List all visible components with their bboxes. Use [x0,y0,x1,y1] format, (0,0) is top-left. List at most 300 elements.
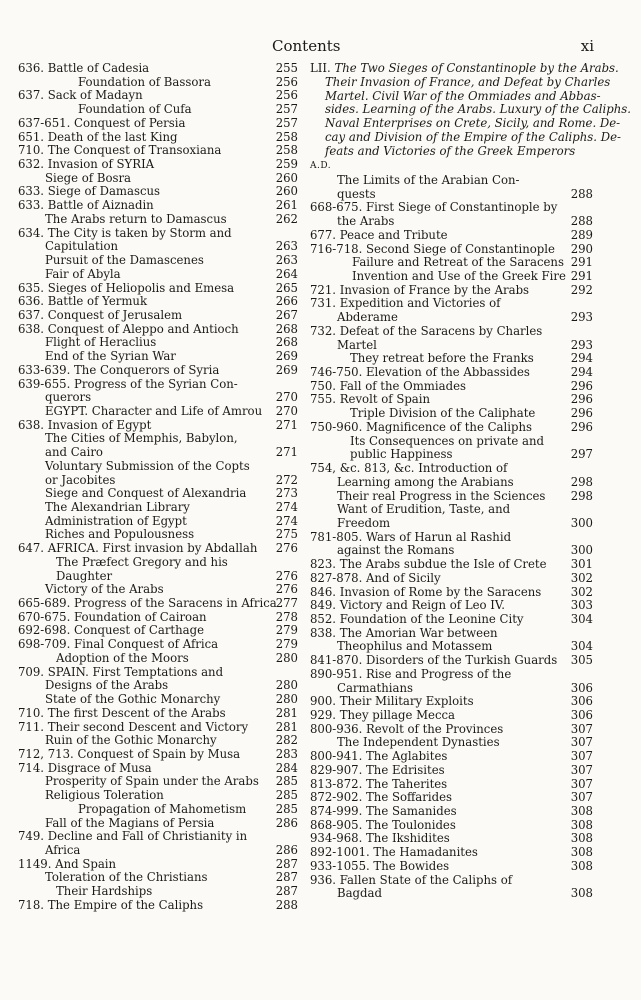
toc-entry-text: 800-936. Revolt of the Provinces [310,721,504,736]
toc-entry [18,734,298,748]
toc-entry-text: Designs of the Arabs [45,678,169,693]
toc-entry-page: 258 [275,143,298,158]
toc-entry-page: 255 [275,61,298,75]
toc-entry-page: 289 [570,227,593,242]
toc-entry [18,282,298,296]
toc-entry-text: 868-905. The Toulonides [310,817,456,832]
toc-entry [310,682,593,696]
toc-entry-page: 302 [570,570,593,585]
toc-entry-text: Failure and Retreat of the Saracens [352,255,564,270]
toc-entry-page: 302 [570,584,593,599]
toc-entry-text: 634. The City is taken by Storm and [18,225,232,240]
toc-entry-page: 280 [275,692,298,707]
toc-entry-page: 296 [570,406,593,421]
toc-entry [18,199,298,213]
toc-entry [18,103,298,117]
toc-entry [310,668,593,682]
toc-entry-text: 754, &c. 813, &c. Introduction of [310,461,508,476]
toc-entry [18,871,298,885]
toc-entry [18,432,298,446]
chapter-heading-text: cay and Division of the Empire of the Caliphs. De- [325,129,621,144]
toc-entry-page: 288 [570,214,593,229]
toc-entry-text: Victory of the Arabs [45,582,164,597]
toc-entry-page: 259 [275,157,298,172]
toc-entry-page: 308 [570,858,593,873]
toc-entry-text: Learning among the Arabians [337,474,514,489]
toc-entry-text: Religious Toleration [45,788,164,803]
toc-entry-page: 260 [275,170,298,185]
toc-entry-text: Their real Progress in the Sciences [337,488,546,503]
toc-entry-text: 838. The Amorian War between [310,625,498,640]
toc-entry-page: 270 [275,390,298,405]
toc-entry-page: 307 [570,776,593,791]
toc-entry-text: Theophilus and Motassem [337,639,493,654]
toc-entry [18,474,298,488]
toc-entry [310,586,593,600]
toc-entry-text: 633. Battle of Aiznadin [18,198,154,213]
toc-entry [310,544,593,558]
toc-entry-text: 698-709. Final Conquest of Africa [18,637,219,652]
toc-entry-page: 285 [275,801,298,816]
toc-entry-page: 286 [275,842,298,857]
toc-entry-text: 677. Peace and Tribute [310,227,448,242]
toc-entry-page: 301 [570,557,593,572]
toc-entry [310,393,593,407]
toc-entry-text: 750. Fall of the Ommiades [310,378,466,393]
toc-entry-page: 294 [570,365,593,380]
toc-entry-page: 284 [275,760,298,775]
toc-entry [310,201,593,215]
toc-entry-page: 280 [275,678,298,693]
chapter-heading [310,61,631,158]
toc-entry [310,284,593,298]
toc-entry [18,172,298,186]
toc-entry-text: 746-750. Elevation of the Abbassides [310,365,530,380]
toc-entry-text: Fair of Abyla [45,266,121,281]
toc-entry-page: 286 [275,815,298,830]
toc-entry-text: 829-907. The Edrisites [310,762,445,777]
toc-entry-text: 934-968. The Ikshidites [310,831,450,846]
toc-entry-text: Administration of Egypt [45,513,187,528]
toc-entry [18,679,298,693]
toc-entry [18,254,298,268]
toc-entry-text: Freedom [337,515,391,530]
toc-entry-text: The Limits of the Arabian Con- [337,172,520,187]
toc-entry-page: 307 [570,721,593,736]
toc-entry-text: Prosperity of Spain under the Arabs [45,774,259,789]
toc-entry-text: Toleration of the Christians [45,870,208,885]
toc-entry [18,336,298,350]
toc-entry-page: 264 [275,266,298,281]
toc-entry [18,844,298,858]
toc-entry-page: 276 [275,582,298,597]
toc-entry-text: 632. Invasion of SYRIA [18,157,155,172]
toc-entry-text: 636. Battle of Yermuk [18,294,148,309]
toc-entry-text: 710. The Conquest of Transoxiana [18,143,222,158]
toc-entry [18,364,298,378]
toc-entry-page: 306 [570,694,593,709]
toc-entry [18,652,298,666]
chapter-heading-text: Naval Enterprises on Crete, Sicily, and Rome. De- [325,116,621,130]
toc-entry-page: 262 [275,211,298,226]
toc-entry-text: 721. Invasion of France by the Arabs [310,282,530,297]
toc-entry-page: 308 [570,804,593,819]
toc-entry-text: public Happiness [350,447,453,462]
toc-entry-text: 636. Battle of Cadesia [18,61,150,75]
toc-entry-text: 852. Foundation of the Leonine City [310,611,524,626]
toc-entry [18,391,298,405]
toc-entry-text: The Præfect Gregory and his [56,554,228,569]
toc-entry [18,268,298,282]
toc-entry [310,846,593,860]
toc-entry-text: 635. Sieges of Heliopolis and Emesa [18,280,235,295]
toc-entry-page: 296 [570,378,593,393]
toc-entry-text: 639-655. Progress of the Syrian Con- [18,376,238,391]
toc-entry-page: 279 [275,637,298,652]
toc-entry [310,448,593,462]
toc-entry [310,599,593,613]
toc-entry-text: 651. Death of the last King [18,129,178,144]
toc-entry-text: Capitulation [45,239,119,254]
toc-entry [310,421,593,435]
toc-entry-page: 260 [275,184,298,199]
chapter-heading-text: The Two Sieges of Constantinople by the Arabs. [334,61,619,75]
toc-entry [18,446,298,460]
toc-entry-text: Voluntary Submission of the Copts [45,458,250,473]
toc-entry-text: 781-805. Wars of Harun al Rashid [310,529,512,544]
toc-entry [18,721,298,735]
toc-entry [18,419,298,433]
toc-entry-page: 257 [275,102,298,117]
toc-entry-page: 278 [275,609,298,624]
toc-entry [310,627,593,641]
toc-entry-text: 933-1055. The Bowides [310,858,450,873]
toc-entry-text: Invention and Use of the Greek Fire [352,269,566,283]
toc-entry-text: 755. Revolt of Spain [310,392,431,407]
toc-entry-text: 846. Invasion of Rome by the Saracens [310,584,542,599]
toc-entry [310,709,593,723]
toc-entry [18,501,298,515]
toc-entry [310,503,593,517]
toc-entry-text: and Cairo [45,445,103,460]
toc-entry [18,350,298,364]
toc-entry [18,748,298,762]
toc-entry-page: 298 [570,488,593,503]
toc-entry [310,229,593,243]
toc-entry [18,638,298,652]
chapter-heading-text: feats and Victories of the Greek Emperors [325,143,576,158]
toc-entry-page: 281 [275,719,298,734]
chapter-heading-line [310,116,621,131]
toc-entry-page: 307 [570,790,593,805]
toc-entry-page: 274 [275,513,298,528]
toc-entry [18,144,298,158]
toc-entry-page: 258 [275,129,298,144]
toc-entry-text: 800-941. The Aglabites [310,749,448,764]
toc-entry-page: 292 [570,282,593,297]
chapter-number: LII. [310,61,331,75]
toc-entry-page: 269 [275,349,298,364]
toc-entry [18,707,298,721]
toc-entry-text: 638. Invasion of Egypt [18,417,152,432]
toc-entry [310,366,593,380]
toc-entry-text: The Arabs return to Damascus [45,211,227,226]
toc-entry-text: Foundation of Bassora [78,74,211,89]
chapter-heading-line [310,129,621,145]
toc-entry [18,803,298,817]
toc-entry-page: 276 [275,568,298,583]
toc-entry-page: 291 [570,255,593,270]
toc-entry-text: The Cities of Memphis, Babylon, [45,431,238,446]
toc-entry [310,462,593,476]
toc-entry-page: 275 [275,527,298,542]
toc-entry [18,789,298,803]
toc-entry-text: 841-870. Disorders of the Turkish Guards [310,653,558,668]
toc-entry-text: quests [337,186,376,201]
toc-entry [310,819,593,833]
toc-entry-text: Foundation of Cufa [78,102,192,117]
toc-entry [310,476,593,490]
toc-entry [18,885,298,899]
toc-entry-page: 271 [275,417,298,432]
toc-entry [18,666,298,680]
toc-entry-text: 668-675. First Siege of Constantinople by [310,200,558,215]
toc-entry [310,517,593,531]
toc-entry-page: 280 [275,650,298,665]
toc-entry-text: 637-651. Conquest of Persia [18,115,186,130]
toc-entry-text: 823. The Arabs subdue the Isle of Crete [310,557,547,572]
toc-entry-page: 294 [570,351,593,366]
toc-entry [18,515,298,529]
toc-entry-text: Abderame [337,310,398,325]
toc-entry-text: State of the Gothic Monarchy [45,692,221,707]
toc-entry-page: 293 [570,310,593,325]
toc-entry-page: 256 [275,74,298,89]
toc-entry [18,323,298,337]
toc-entry-page: 285 [275,788,298,803]
toc-entry-page: 269 [275,362,298,377]
toc-entry-page: 308 [570,886,593,901]
toc-entry-text: 892-1001. The Hamadanites [310,845,478,860]
toc-entry [310,640,593,654]
toc-entry [18,583,298,597]
toc-entry-text: 711. Their second Descent and Victory [18,719,249,734]
toc-entry-page: 307 [570,735,593,750]
toc-entry-text: Triple Division of the Caliphate [350,406,536,421]
toc-entry [18,624,298,638]
toc-entry [310,874,593,888]
toc-entry [310,654,593,668]
chapter-heading-text: Their Invasion of France, and Defeat by Charles [325,74,611,89]
toc-entry [18,295,298,309]
toc-entry-page: 306 [570,708,593,722]
toc-entry [18,76,298,90]
toc-entry-page: 296 [570,419,593,434]
toc-entry-text: 936. Fallen State of the Caliphs of [310,872,513,887]
toc-entry [18,185,298,199]
toc-entry-text: 633. Siege of Damascus [18,184,161,199]
toc-entry-page: 288 [570,186,593,201]
toc-entry-page: 263 [275,253,298,268]
chapter-heading-line [310,145,593,159]
toc-entry-text: 633-639. The Conquerors of Syria [18,362,220,377]
toc-entry-text: Adoption of the Moors [56,650,189,665]
toc-entry [310,887,593,901]
toc-entry-text: the Arabs [337,214,395,229]
toc-entry-page: 279 [275,623,298,638]
toc-entry [310,805,593,819]
toc-entry-page: 306 [570,680,593,695]
toc-entry-text: Its Consequences on private and [350,433,545,448]
toc-entry [310,352,593,366]
toc-entry-text: 710. The first Descent of the Arabs [18,705,226,720]
toc-entry [18,117,298,131]
toc-entry [18,858,298,872]
toc-entry-text: 670-675. Foundation of Cairoan [18,609,207,624]
toc-entry-text: 827-878. And of Sicily [310,570,441,585]
chapter-heading-line [310,61,619,76]
toc-entry [310,695,593,709]
toc-entry [310,531,593,545]
toc-entry [310,297,593,311]
toc-entry [310,339,593,353]
chapter-heading-line [310,102,631,117]
toc-entry [310,270,593,284]
toc-entry-text: 709. SPAIN. First Temptations and [18,664,224,679]
toc-entry-page: 303 [570,598,593,613]
toc-entry-text: End of the Syrian War [45,349,176,364]
toc-entry-page: 308 [570,817,593,832]
toc-entry [18,611,298,625]
toc-entry [310,188,593,202]
toc-entry-text: 692-698. Conquest of Carthage [18,623,205,638]
toc-entry-text: 637. Sack of Madayn [18,88,143,103]
toc-entry-page: 271 [275,445,298,460]
toc-entry [310,558,593,572]
toc-entry [18,817,298,831]
toc-entry-text: The Alexandrian Library [45,500,190,514]
toc-entry [310,215,593,229]
toc-entry-text: Siege and Conquest of Alexandria [45,486,247,501]
toc-entry [18,542,298,556]
toc-entry [18,693,298,707]
toc-entry-page: 256 [275,88,298,103]
toc-entry-page: 270 [275,403,298,418]
toc-entry-text: 647. AFRICA. First invasion by Abdallah [18,541,258,556]
toc-entry-text: Flight of Heraclius [45,335,157,350]
toc-entry-page: 308 [570,831,593,846]
toc-entry [310,174,593,188]
toc-entry [18,240,298,254]
ad-label: A.D. [310,161,332,172]
toc-entry-page: 288 [275,897,298,912]
running-header-title: Contents [272,37,341,55]
toc-entry [310,791,593,805]
toc-entry-page: 296 [570,392,593,407]
toc-entry-page: 277 [275,596,298,611]
toc-entry [310,380,593,394]
toc-entry-text: 712, 713. Conquest of Spain by Musa [18,746,241,761]
chapter-heading-line [310,74,611,90]
toc-entry [310,613,593,627]
toc-entry-text: 637. Conquest of Jerusalem [18,307,183,322]
chapter-heading-text: sides. Learning of the Arabs. Luxury of the Caliphs. [325,102,631,117]
toc-entry-text: 749. Decline and Fall of Christianity in [18,829,248,844]
right-column [310,61,631,901]
toc-entry-page: 287 [275,856,298,871]
toc-entry-text: 1149. And Spain [18,856,117,871]
toc-entry-page: 281 [275,705,298,720]
toc-entry [18,213,298,227]
toc-entry [310,764,593,778]
toc-entry [310,407,593,421]
toc-entry [18,556,298,570]
toc-entry-page: 283 [275,746,298,761]
toc-entry-page: 268 [275,335,298,350]
toc-entry-text: The Independent Dynasties [337,735,500,750]
toc-entry-page: 304 [570,639,593,654]
toc-entry [310,750,593,764]
running-header-page-number: xi [580,37,594,55]
toc-entry [18,775,298,789]
toc-entry-text: Martel [337,337,377,352]
toc-entry-text: They retreat before the Franks [350,351,534,366]
toc-entry-page: 272 [275,472,298,487]
toc-entry-page: 298 [570,474,593,489]
toc-entry-text: 665-689. Progress of the Saracens in Africa [18,596,277,611]
toc-entry [310,832,593,846]
toc-entry-text: 929. They pillage Mecca [310,708,456,722]
toc-entry [18,899,298,913]
toc-entry [18,830,298,844]
toc-entry-text: 750-960. Magnificence of the Caliphs [310,419,532,434]
toc-entry-page: 257 [275,115,298,130]
toc-entry-text: 900. Their Military Exploits [310,694,474,709]
toc-entry [310,860,593,874]
toc-entry-text: Daughter [56,568,113,583]
toc-entry-text: querors [45,390,92,405]
toc-entry-text: Africa [45,842,81,857]
toc-entry-page: 287 [275,870,298,885]
toc-entry-page: 308 [570,845,593,860]
toc-entry [18,762,298,776]
left-column [18,62,298,913]
toc-entry-page: 274 [275,500,298,514]
toc-entry [18,528,298,542]
toc-entry-text: 849. Victory and Reign of Leo IV. [310,598,505,613]
chapter-heading-text: Martel. Civil War of the Ommiades and Abbas- [325,88,601,103]
toc-entry-text: 731. Expedition and Victories of [310,296,501,311]
toc-entry-page: 267 [275,307,298,322]
toc-entry [18,460,298,474]
toc-entry-page: 285 [275,774,298,789]
toc-entry-text: 716-718. Second Siege of Constantinople [310,241,555,256]
toc-entry [18,487,298,501]
toc-entry-text: Propagation of Mahometism [78,801,247,816]
toc-entry [310,572,593,586]
toc-entry-text: 890-951. Rise and Progress of the [310,666,512,681]
toc-entry-page: 261 [275,198,298,213]
toc-entry-text: Bagdad [337,886,382,901]
toc-entry-text: EGYPT. Character and Life of Amrou [45,403,263,418]
toc-entry-text: 872-902. The Soffarides [310,790,452,805]
toc-entry [18,597,298,611]
toc-entry [310,243,593,257]
toc-entry-page: 300 [570,515,593,530]
toc-entry [18,62,298,76]
toc-entry [18,570,298,584]
toc-entry-text: 714. Disgrace of Musa [18,760,152,775]
